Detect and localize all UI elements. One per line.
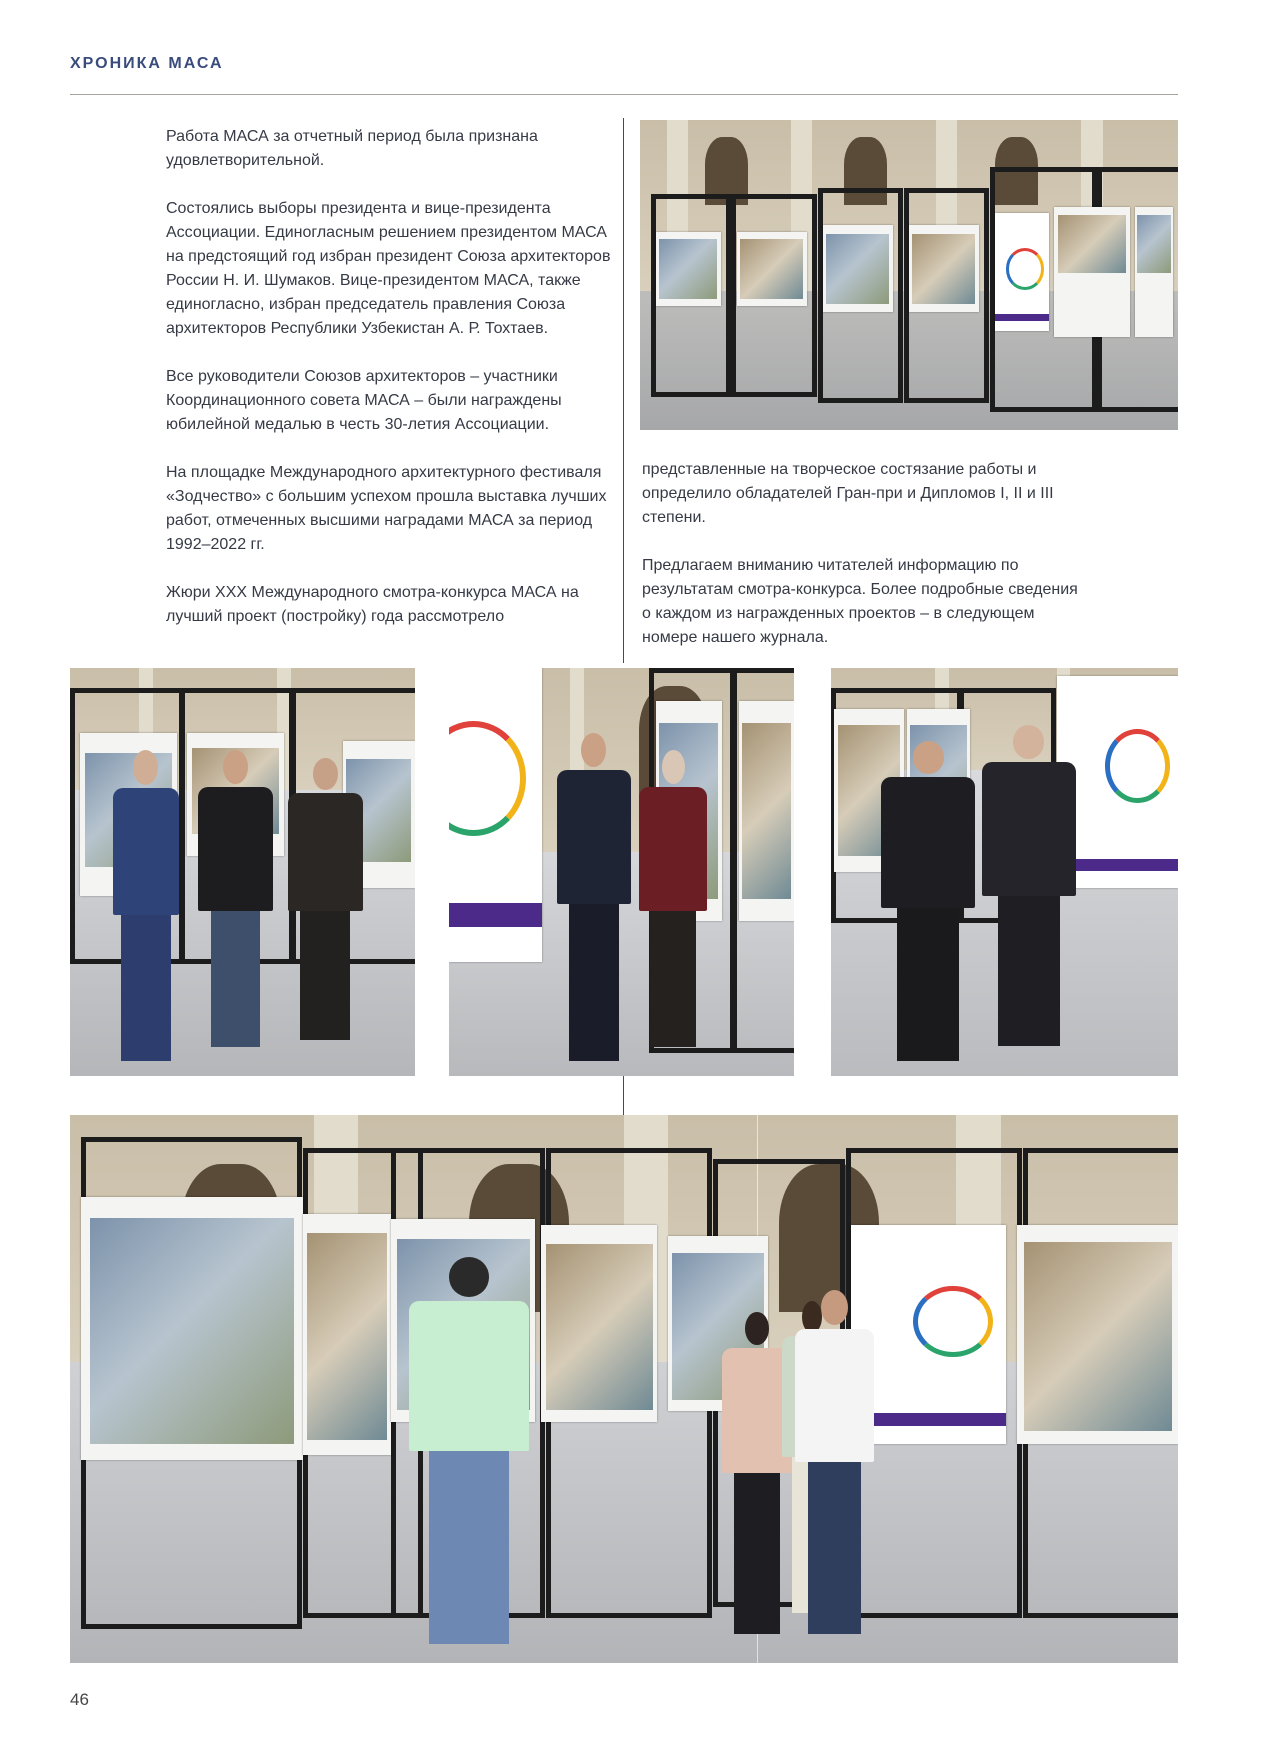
- page-number: 46: [70, 1690, 89, 1709]
- section-title: ХРОНИКА МАСА: [70, 55, 224, 72]
- article-right-column: [642, 458, 1082, 674]
- column-divider-middle: [623, 1075, 624, 1120]
- article-paragraph: Жюри XXX Международного смотра-конкурса МАСА на лучший проект (постройку) года рассмотрело: [166, 584, 579, 625]
- three-men-photo: [70, 668, 415, 1076]
- article-left-column: [166, 125, 616, 653]
- article-paragraph: представленные на творческое состязание работы и определило обладателей Гран-при и Дипломов I, II и III степени.: [642, 461, 1054, 526]
- handshake-photo: [831, 668, 1178, 1076]
- exhibition-visitors-photo: [70, 1115, 1178, 1663]
- exhibition-panels-photo: [640, 120, 1178, 430]
- column-divider-top: [623, 118, 624, 663]
- article-paragraph: Все руководители Союзов архитекторов – участники Координационного совета МАСА – были награждены юбилейной медалью в честь 30-летия Ассоциации.: [166, 368, 562, 433]
- article-paragraph: Работа МАСА за отчетный период была признана удовлетворительной.: [166, 128, 538, 169]
- article-paragraph: На площадке Международного архитектурного фестиваля «Зодчество» с большим успехом прошла выставка лучших работ, отмеченных высшими наградами МАСА за период 1992–2022 гг.: [166, 464, 607, 553]
- two-men-photo: [449, 668, 794, 1076]
- header-rule: [70, 94, 1178, 95]
- article-paragraph: Предлагаем вниманию читателей информацию по результатам смотра-конкурса. Более подробные сведения о каждом из награжденных проектов – в следующем номере нашего журнала.: [642, 557, 1078, 646]
- article-paragraph: Состоялись выборы президента и вице-президента Ассоциации. Единогласным решением президентом МАСА на предстоящий год избран президент Союза архитекторов России Н. И. Шумаков. Вице-президентом МАСА, также единогласно, избран председатель правления Союза архитекторов Республики Узбекистан А. Р. Тохтаев.: [166, 200, 611, 337]
